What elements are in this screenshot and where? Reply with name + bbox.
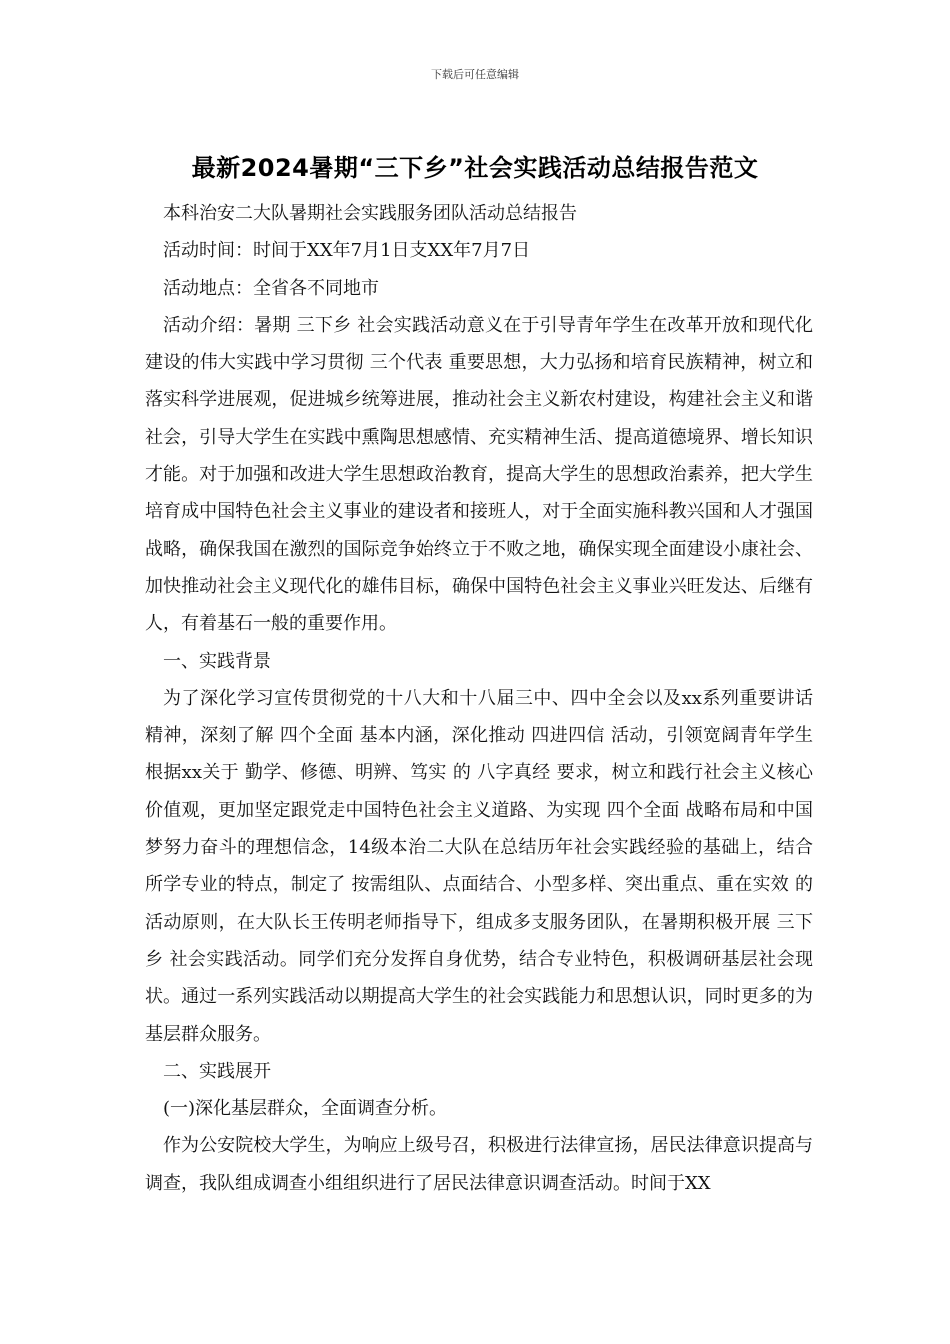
paragraph-activity-intro: 活动介绍：暑期 三下乡 社会实践活动意义在于引导青年学生在改革开放和现代化建设的伟大实践中学习贯彻 三个代表 重要思想，大力弘扬和培育民族精神，树立和落实科学进展观，促进城乡统筹进展，推动社会主义新农村建设，构建社会主义和谐社会，引导大学生在实践中熏陶思想感情、充实精神生活、提高道德境界、增长知识才能。对于加强和改进大学生思想政治教育，提高大学生的思想政治素养，把大学生培育成中国特色社会主义事业的建设者和接班人，对于全面实施科教兴国和人才强国战略，确保我国在激烈的国际竞争始终立于不败之地，确保实现全面建设小康社会、加快推动社会主义现代化的雄伟目标，确保中国特色社会主义事业兴旺发达、后继有人，有着基石一般的重要作用。	[145, 314, 813, 635]
section-heading-practice: 二、实践展开	[163, 1060, 271, 1082]
paragraph-activity-location: 活动地点：全省各不同地市	[163, 277, 379, 299]
document-body	[145, 195, 813, 1202]
section-heading-background: 一、实践背景	[163, 650, 271, 672]
paragraph-team-report: 本科治安二大队暑期社会实践服务团队活动总结报告	[163, 203, 577, 224]
paragraph-background: 为了深化学习宣传贯彻党的十八大和十八届三中、四中全会以及xx系列重要讲话精神，深刻了解 四个全面 基本内涵，深化推动 四进四信 活动，引领宽阔青年学生根据xx关于 勤学、修德、明辨、笃实 的 八字真经 要求，树立和践行社会主义核心价值观，更加坚定跟党走中国特色社会主义道路、为实现 四个全面 战略布局和中国梦努力奋斗的理想信念，14级本治二大队在总结历年社会实践经验的基础上，结合所学专业的特点，制定了 按需组队、点面结合、小型多样、突出重点、重在实效 的活动原则，在大队长王传明老师指导下，组成多支服务团队，在暑期积极开展 三下乡 社会实践活动。同学们充分发挥自身优势，结合专业特色，积极调研基层社会现状。通过一系列实践活动以期提高大学生的社会实践能力和思想认识，同时更多的为基层群众服务。	[145, 687, 813, 1045]
paragraph-survey: 作为公安院校大学生，为响应上级号召，积极进行法律宣扬，居民法律意识提高与调查，我队组成调查小组组织进行了居民法律意识调查活动。时间于XX	[145, 1135, 813, 1194]
paragraph-activity-time: 活动时间：时间于XX年7月1日支XX年7月7日	[163, 240, 531, 262]
subsection-heading-survey: (一)深化基层群众，全面调查分析。	[163, 1098, 448, 1120]
document-title: 最新2024暑期“三下乡”社会实践活动总结报告范文	[191, 154, 759, 182]
header-note: 下载后可任意编辑	[431, 68, 519, 81]
